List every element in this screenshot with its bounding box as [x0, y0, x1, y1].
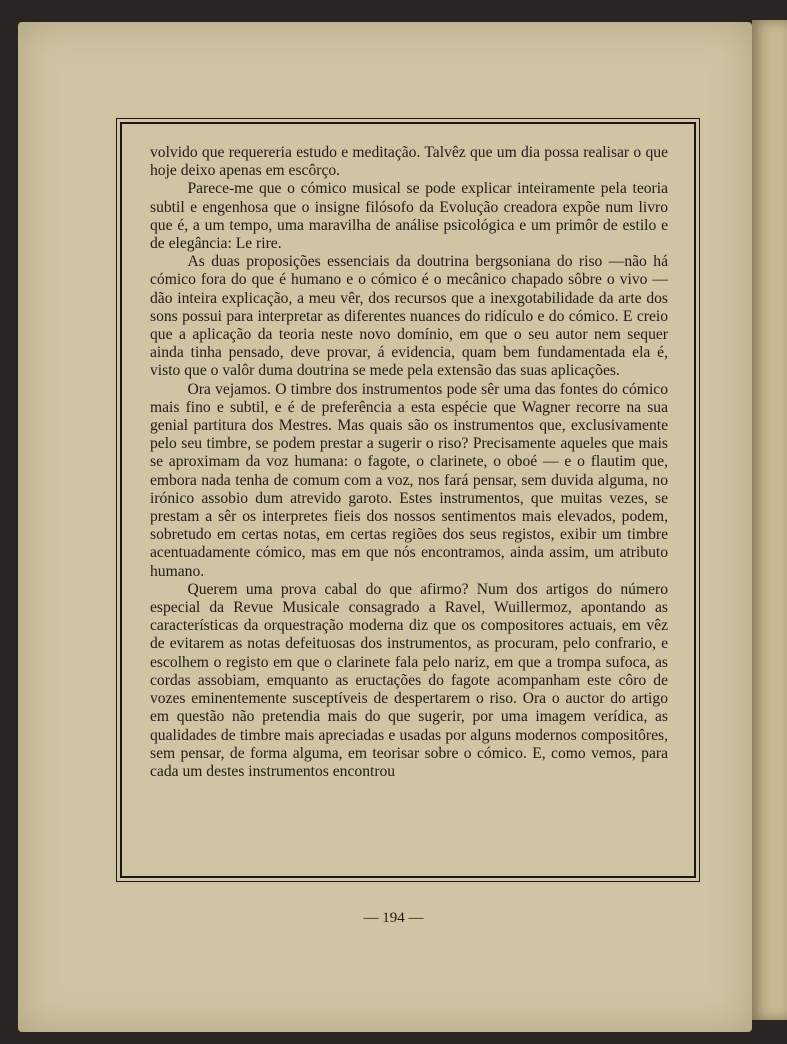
body-text: [150, 144, 668, 781]
page-number: — 194 —: [363, 910, 424, 926]
paragraph: As duas proposições essenciais da doutrina bergsoniana do riso —não há cómico fora do que é humano e o cómico é o mecânico chapado sôbre o vivo — dão inteira explicação, a meu vêr, dos recursos que a inexgotabilidade da arte dos sons possui para interpretar as diferentes nuances do ridículo e do cómico. E creio que a aplicação da teoria neste novo domínio, em que o seu autor nem sequer ainda tinha pensado, deve provar, á evidencia, quam bem fundamentada ela é, visto que o valôr duma doutrina se mede pela extensão das suas aplicações.: [150, 253, 668, 380]
paragraph: Parece-me que o cómico musical se pode explicar inteiramente pela teoria subtil e engenhosa que o insigne filósofo da Evolução creadora expõe num livro que é, a um tempo, uma maravilha de análise psicológica e um primôr de estilo e de elegância: Le rire.: [150, 180, 668, 253]
paragraph: volvido que requereria estudo e meditação. Talvêz que um dia possa realisar o que hoje deixo apenas em escôrço.: [150, 144, 668, 180]
text-frame: [120, 122, 696, 878]
adjacent-page-edge: [752, 20, 787, 1020]
paragraph: Ora vejamos. O timbre dos instrumentos pode sêr uma das fontes do cómico mais fino e subtil, e é de preferência a esta espécie que Wagner recorre na sua genial partitura dos Mestres. Mas quais são os instrumentos que, exclusivamente pelo seu timbre, se podem prestar a sugerir o riso? Precisamente aqueles que mais se aproximam da voz humana: o fagote, o clarinete, o oboé — e o flautim que, embora nada tenha de comum com a voz, nos fará pensar, sem duvida alguma, no irónico assobio dum atrevido garoto. Estes instrumentos, que muitas vezes, se prestam a sêr os interpretes fieis dos nossos sentimentos mais elevados, podem, sobretudo em certas notas, em certas regiões dos seus registos, exibir um timbre acentuadamente cómico, mas em que nós encontramos, ainda assim, um atributo humano.: [150, 380, 668, 580]
paragraph: Querem uma prova cabal do que afirmo? Num dos artigos do número especial da Revue Musicale consagrado a Ravel, Wuillermoz, apontando as características da orquestração moderna diz que os compositores actuais, em vêz de evitarem as notas defeituosas dos instrumentos, as procuram, pelo confrario, e escolhem o registo em que o clarinete fala pelo nariz, em que a trompa sufoca, as cordas assobiam, emquanto as eructações do fagote acompanham este côro de vozes eminentemente susceptíveis de despertarem o riso. Ora o auctor do artigo em questão não pretendia mais do que sugerir, por uma imagem verídica, as qualidades de timbre mais apreciadas e usadas por alguns modernos compositôres, sem pensar, de forma alguma, em teorisar sobre o cómico. E, como vemos, para cada um destes instrumentos encontrou: [150, 580, 668, 780]
